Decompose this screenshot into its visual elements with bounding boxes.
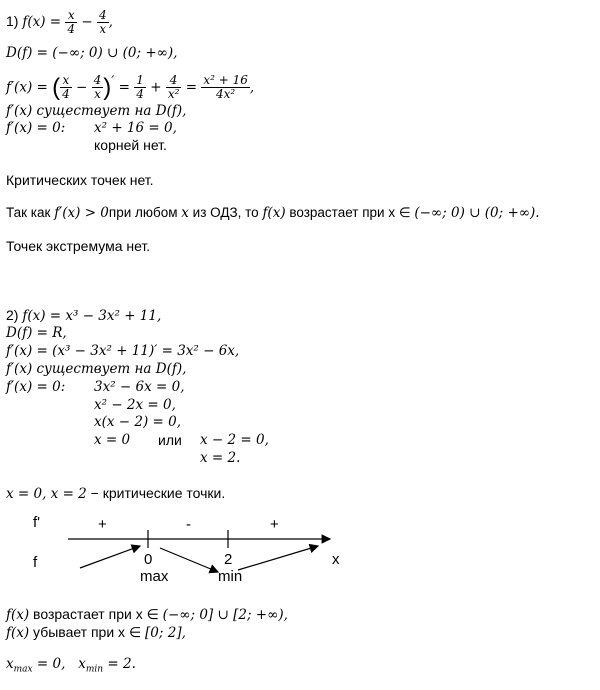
increase-arrow-2	[238, 546, 318, 570]
extrema-values: $x_{max} = 0$, $x_{min} = 2$.	[6, 656, 136, 675]
decreasing-intervals: f(x) убывает при x ∈ [0; 2],	[6, 624, 186, 641]
p1-equation-zero-label: f′(x) = 0:	[6, 120, 66, 136]
p2-derivative: f′(x) = (x³ − 3x² + 11)′ = 3x² − 6x,	[6, 343, 240, 359]
p2-step-4-root2: x − 2 = 0,	[200, 432, 269, 448]
p1-domain: D(f) = (−∞; 0) ∪ (0; +∞),	[6, 45, 178, 61]
p2-function: 2) f(x) = x³ − 3x² + 11,	[6, 307, 162, 324]
p2-step-4-or: или	[158, 432, 182, 448]
increase-arrow-1	[80, 546, 140, 568]
sign-interval-1: +	[98, 516, 107, 533]
point-0-label: 0	[144, 551, 153, 568]
p1-since-line: Так как f′(x) > 0при любом x из ОДЗ, то f(x) возрастает при x ∈ (−∞; 0) ∪ (0; +∞).	[6, 205, 540, 221]
p1-line-function: 1) f(x) = $\frac{x}{4}$ − $\frac{4}{x}$ ,	[6, 7, 113, 36]
p1-frac-4-x: $\frac{4}{x}$	[98, 7, 107, 36]
p2-step-2: x² − 2x = 0,	[94, 397, 176, 413]
p1-no-critical: Критических точек нет.	[6, 172, 154, 188]
p1-frac-x-4: $\frac{x}{4}$	[67, 7, 76, 36]
p2-step-3: x(x − 2) = 0,	[94, 414, 182, 430]
p1-derivative: f′(x) = ( $\frac{x}{4}$ − $\frac{4}{x}$ )′ = $\frac{1}{4}$ + $\frac{4}{\text{x²}}$ = $\frac{\text{x² + 16}}{\text{4x²}}$ ,	[6, 73, 255, 102]
f-row-label: f	[33, 554, 38, 571]
p2-critical-points: x = 0, x = 2 − критические точки.	[6, 485, 226, 502]
p2-step-4-root1: x = 0	[94, 432, 131, 448]
sign-interval-3: +	[270, 516, 279, 533]
p1-equation-zero: x² + 16 = 0,	[94, 120, 177, 136]
p1-no-roots: корней нет.	[94, 137, 167, 153]
p2-exists: f′(x) существует на D(f),	[6, 361, 187, 377]
increasing-intervals: f(x) возрастает при x ∈ (−∞; 0] ∪ [2; +∞),	[6, 606, 288, 623]
point-2-label: 2	[224, 551, 233, 568]
p1-function-lhs: f(x) =	[22, 14, 66, 30]
p1-exists: f′(x) существует на D(f),	[6, 103, 187, 119]
decrease-arrow	[160, 548, 218, 572]
fprime-row-label: f'	[33, 514, 41, 531]
sign-interval-2: -	[186, 516, 191, 533]
max-label: max	[140, 568, 169, 585]
p2-step-5: x = 2.	[200, 450, 241, 466]
min-label: min	[218, 568, 243, 585]
p2-equation-zero-label: f′(x) = 0:	[6, 379, 66, 395]
p2-domain: D(f) = R,	[6, 325, 67, 341]
axis-x-label: x	[332, 551, 340, 568]
p2-equation-zero: 3x² − 6x = 0,	[94, 379, 185, 395]
p1-no-extremum: Точек экстремума нет.	[6, 238, 151, 254]
